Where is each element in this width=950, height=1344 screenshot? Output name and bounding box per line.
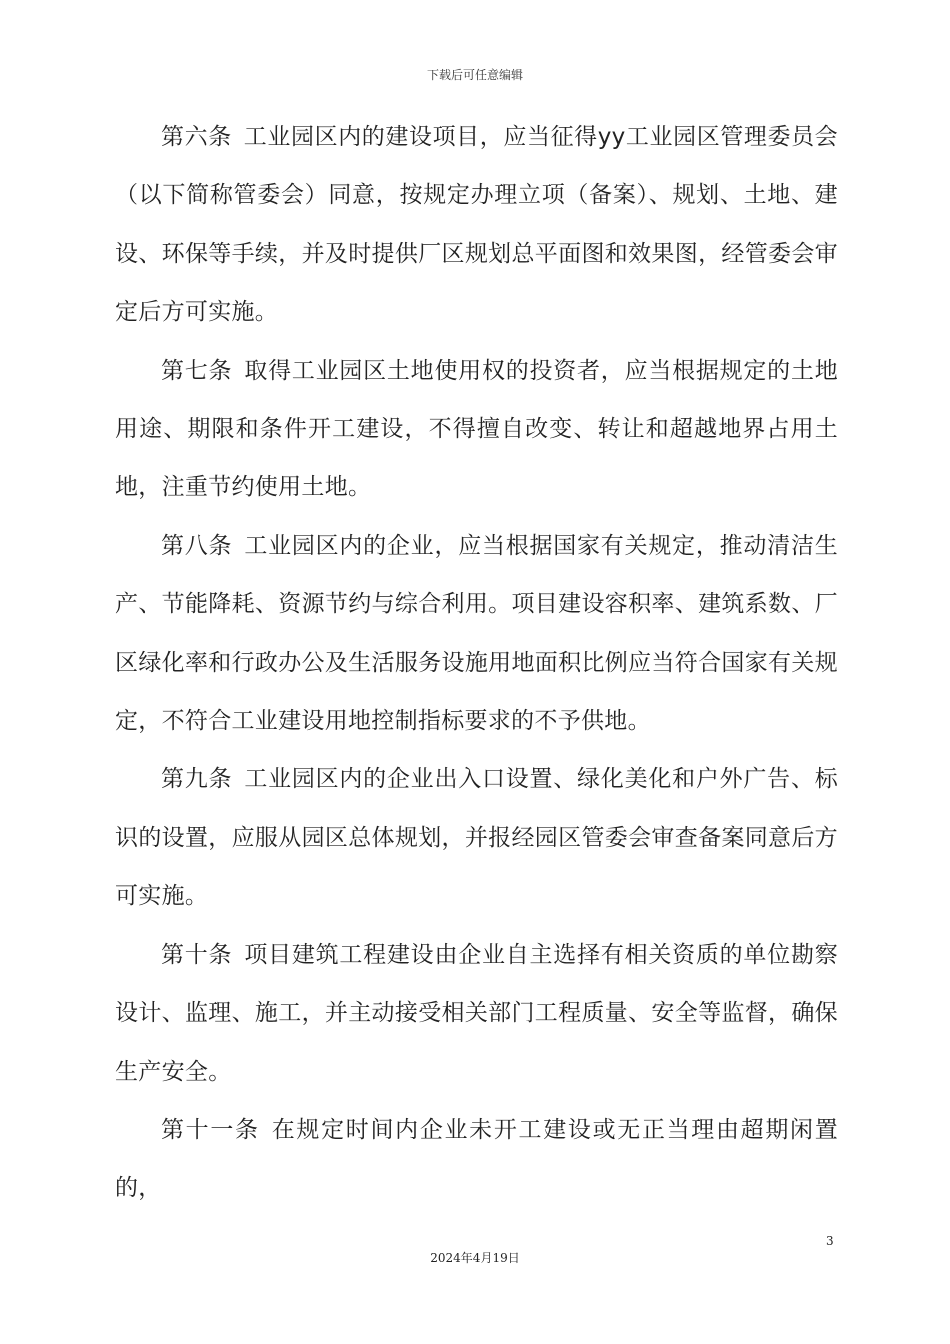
article-text: 在规定时间内企业未开工建设或无正当理由超期闲置的， [115,1116,839,1202]
article-8 [115,517,838,751]
page-header: 下载后可任意编辑 [426,68,523,82]
article-text: 工业园区内的企业，应当根据国家有关规定，推动清洁生产、节能降耗、资源节约与综合利用。项目建设容积率、建筑系数、厂区绿化率和行政办公及生活服务设施用地面积比例应当符合国家有关规定，不符合工业建设用地控制指标要求的不予供地。 [115,532,839,735]
article-6 [115,108,838,342]
article-text: 项目建筑工程建设由企业自主选择有相关资质的单位勘察设计、监理、施工，并主动接受相关部门工程质量、安全等监督，确保生产安全。 [115,941,839,1085]
article-7 [115,342,838,517]
article-number: 第六条 [161,124,232,150]
article-9 [115,750,838,925]
article-number: 第十条 [161,941,233,968]
article-10 [115,926,838,1101]
article-text: 工业园区内的企业出入口设置、绿化美化和户外广告、标识的设置，应服从园区总体规划，并报经园区管委会审查备案同意后方可实施。 [115,766,839,910]
article-number: 第七条 [161,357,233,384]
article-11 [115,1101,838,1218]
article-number: 第十一条 [161,1116,260,1143]
page-number: 3 [826,1234,834,1248]
page-footer-date: 2024年4月19日 [430,1251,520,1265]
article-text: 工业园区内的建设项目，应当征得yy工业园区管理委员会（以下简称管委会）同意，按规定办理立项（备案）、规划、土地、建设、环保等手续，并及时提供厂区规划总平面图和效果图，经管委会审定后方可实施。 [115,124,838,326]
article-text: 取得工业园区土地使用权的投资者，应当根据规定的土地用途、期限和条件开工建设，不得擅自改变、转让和超越地界占用土地，注重节约使用土地。 [115,357,839,501]
document-body [115,108,838,1218]
article-number: 第八条 [161,532,233,559]
article-number: 第九条 [161,766,233,793]
